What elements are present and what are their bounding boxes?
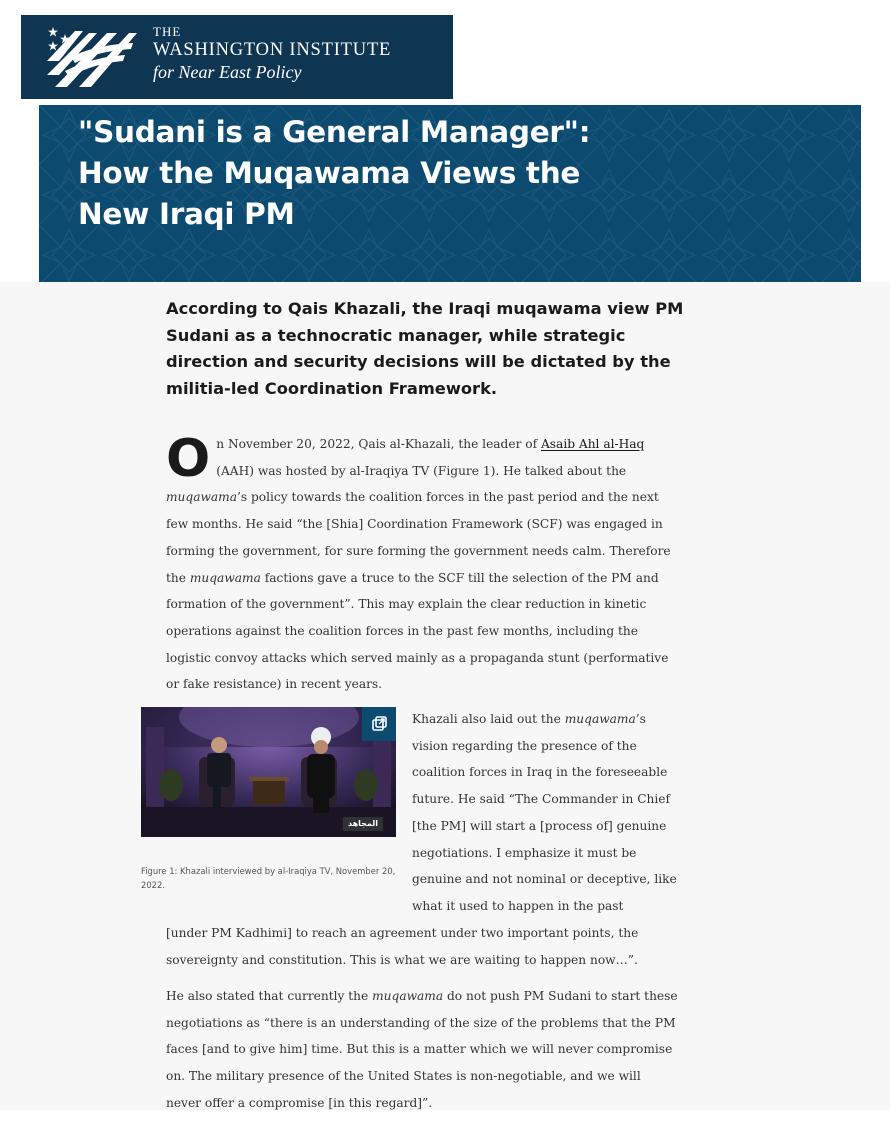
washington-institute-logo-icon — [45, 25, 137, 91]
title-banner — [39, 105, 861, 282]
text-run: factions gave a truce to the SCF till the selection of the PM and formation of the government”. This may explain the clear reduction in kinetic operations against the coalition forces in the past few months, including the logistic convoy attacks which served mainly as a propaganda stunt (performative or fake resistance) in recent years. — [166, 570, 669, 692]
paragraph-2 — [412, 706, 682, 920]
logo-subtitle: for Near East Policy — [153, 61, 302, 82]
text-run: ’s policy towards the coalition forces in the past period and the next few months. He said “the [Shia] Coordination Framework (SCF) was engaged in forming the government, for sure forming the government needs calm. Therefore the — [166, 490, 671, 585]
text-run: He also stated that currently the — [166, 989, 373, 1003]
drop-cap: O — [166, 429, 211, 489]
site-logo[interactable] — [21, 15, 453, 99]
figure-caption: Figure 1: Khazali interviewed by al-Iraqiya TV, November 20, 2022. — [141, 866, 396, 890]
text-run: Khazali also laid out the — [412, 712, 565, 726]
paragraph-3 — [166, 983, 678, 1117]
page-title: "Sudani is a General Manager": How the Muqawama Views the New Iraqi PM — [78, 115, 591, 231]
emphasis-text: muqawama — [564, 712, 636, 726]
emphasis-text: muqawama — [189, 570, 261, 585]
logo-name: WASHINGTON INSTITUTE — [153, 40, 392, 60]
logo-text — [153, 25, 391, 81]
emphasis-text: muqawama — [372, 989, 444, 1003]
text-run: (AAH) was hosted by al-Iraqiya TV (Figure 1). He talked about the — [216, 463, 627, 478]
paragraph-2-continued: [under PM Kadhimi] to reach an agreement under two important points, the sovereignty and constitution. This is what we are waiting to happen now…”. — [166, 926, 639, 967]
figure-image[interactable] — [141, 707, 396, 837]
expand-image-button[interactable] — [362, 707, 396, 741]
expand-icon — [370, 715, 388, 733]
tv-channel-logo: المجاهد — [343, 817, 383, 831]
paragraph-1 — [166, 431, 678, 698]
emphasis-text: muqawama — [166, 490, 237, 505]
article-summary: According to Qais Khazali, the Iraqi muqawama view PM Sudani as a technocratic manager, while strategic direction and security decisions will be dictated by the militia-led Coordination Framework. — [166, 299, 684, 398]
text-run: do not push PM Sudani to start these negotiations as “there is an understanding of the size of the problems that the PM faces [and to give him] time. But this is a matter which we will never compromise on. The military presence of the United States is non-negotiable, and we will never offer a compromise [in this regard]”. — [166, 989, 678, 1110]
asaib-ahl-al-haq-link[interactable]: Asaib Ahl al-Haq — [541, 437, 645, 451]
text-run: ’s vision regarding the presence of the coalition forces in Iraq in the foreseeable future. He said “The Commander in Chief [the PM] will start a [process of] genuine negotiations. I emphasize it must be genuine and not nominal or deceptive, like what it used to happen in the past — [412, 712, 677, 913]
logo-the: THE — [153, 24, 182, 39]
text-run: n November 20, 2022, Qais al-Khazali, the leader of — [216, 437, 541, 451]
